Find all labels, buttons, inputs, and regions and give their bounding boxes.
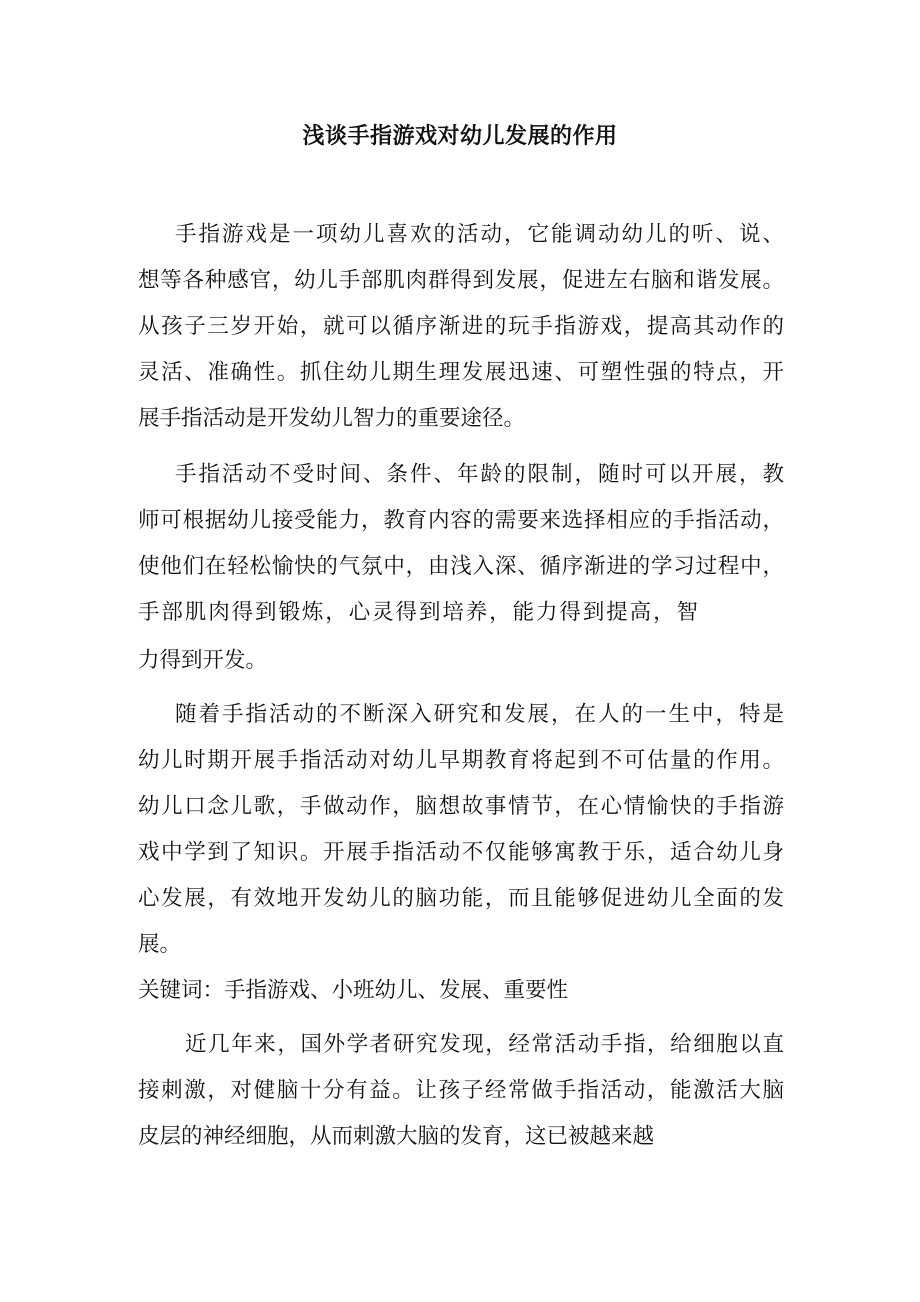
text-line-11: 随着手指活动的不断深入研究和发展，在人的一生中，特是 [175, 702, 784, 727]
text-line-2: 想等各种感官，幼儿手部肌肉群得到发展，促进左右脑和谐发展。 [138, 268, 784, 293]
text-line-18: 近几年来，国外学者研究发现，经常活动手指，给细胞以直 [185, 1032, 784, 1057]
text-line-16: 展。 [138, 932, 182, 957]
keywords-line: 关键词：手指游戏、小班幼儿、发展、重要性 [138, 978, 569, 1003]
text-line-5: 展手指活动是开发幼儿智力的重要途径。 [138, 406, 526, 431]
text-line-13: 幼儿口念儿歌，手做动作，脑想故事情节，在心情愉快的手指游 [138, 794, 784, 819]
text-line-15: 心发展，有效地开发幼儿的脑功能，而且能够促进幼儿全面的发 [138, 886, 784, 911]
text-line-4: 灵活、准确性。抓住幼儿期生理发展迅速、可塑性强的特点，开 [138, 360, 784, 385]
text-line-12: 幼儿时期开展手指活动对幼儿早期教育将起到不可估量的作用。 [138, 748, 784, 773]
text-line-7: 师可根据幼儿接受能力，教育内容的需要来选择相应的手指活动， [138, 508, 784, 533]
text-line-1: 手指游戏是一项幼儿喜欢的活动，它能调动幼儿的听、说、 [175, 222, 784, 247]
text-line-9: 手部肌肉得到锻炼，心灵得到培养，能力得到提高，智 [138, 600, 698, 625]
text-line-10: 力得到开发。 [138, 648, 268, 673]
text-line-8: 使他们在轻松愉快的气氛中，由浅入深、循序渐进的学习过程中， [138, 554, 784, 579]
text-line-14: 戏中学到了知识。开展手指活动不仅能够寓教于乐，适合幼儿身 [138, 840, 784, 865]
text-line-20: 皮层的神经细胞，从而刺激大脑的发育，这已被越来越 [138, 1124, 655, 1149]
text-line-6: 手指活动不受时间、条件、年龄的限制，随时可以开展，教 [175, 462, 784, 487]
document-title: 浅谈手指游戏对幼儿发展的作用 [302, 123, 618, 149]
text-line-3: 从孩子三岁开始，就可以循序渐进的玩手指游戏，提高其动作的 [138, 314, 784, 339]
text-line-19: 接刺激，对健脑十分有益。让孩子经常做手指活动，能激活大脑 [138, 1078, 784, 1103]
